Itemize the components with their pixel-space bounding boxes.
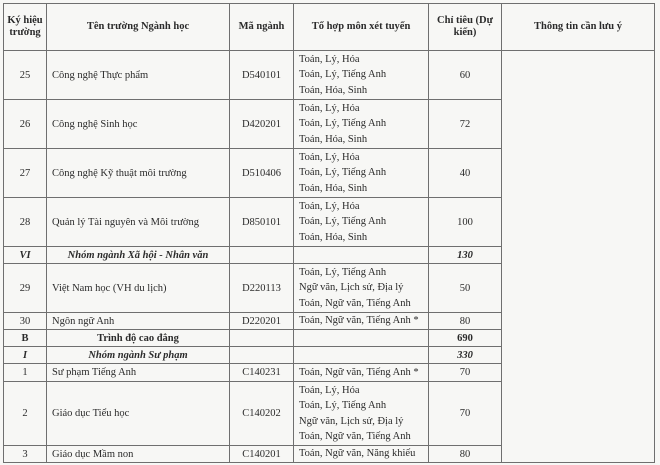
header-name: Tên trường Ngành học (47, 4, 230, 51)
combo-line: Toán, Lý, Hóa (299, 151, 360, 163)
admissions-table (3, 3, 655, 463)
combo-line: Ngữ văn, Lịch sử, Địa lý (299, 282, 404, 294)
row-code-empty (230, 347, 294, 364)
row-combos (294, 364, 429, 382)
combo-line: Toán, Lý, Hóa (299, 53, 360, 65)
combo-line: Ngữ văn, Lịch sử, Địa lý (299, 415, 404, 427)
combo-line: Toán, Hóa, Sinh (299, 84, 368, 96)
row-quota: 70 (429, 382, 502, 446)
row-name: Nhóm ngành Sư phạm (47, 347, 230, 364)
row-quota: 40 (429, 149, 502, 198)
row-combo-empty (294, 330, 429, 347)
row-name: Quản lý Tài nguyên và Môi trường (47, 198, 230, 247)
row-stt: I (4, 347, 47, 364)
row-quota: 50 (429, 264, 502, 313)
row-code: D420201 (230, 100, 294, 149)
combo-line: Toán, Ngữ văn, Năng khiếu (299, 448, 416, 460)
header-code: Mã ngành (230, 4, 294, 51)
combo-line: Toán, Lý, Hóa (299, 102, 360, 114)
row-name: Nhóm ngành Xã hội - Nhân văn (47, 247, 230, 264)
combo-line: Toán, Lý, Tiếng Anh (299, 400, 387, 411)
row-combos (294, 149, 429, 198)
row-quota: 80 (429, 313, 502, 330)
row-combos (294, 446, 429, 463)
row-combos (294, 264, 429, 313)
row-quota: 60 (429, 51, 502, 100)
row-stt: 27 (4, 149, 47, 198)
combo-line: Toán, Lý, Hóa (299, 384, 360, 396)
row-combos (294, 100, 429, 149)
row-code: D510406 (230, 149, 294, 198)
row-stt: 25 (4, 51, 47, 100)
row-quota: 72 (429, 100, 502, 149)
row-code-empty (230, 330, 294, 347)
header-notes: Thông tin cần lưu ý (502, 4, 655, 51)
row-name: Trình độ cao đẳng (47, 330, 230, 347)
header-combo: Tổ hợp môn xét tuyển (294, 4, 429, 51)
row-combo-empty (294, 347, 429, 364)
combo-line: Toán, Ngữ văn, Tiếng Anh * (299, 366, 419, 378)
combo-line: Toán, Lý, Tiếng Anh (299, 216, 387, 228)
combo-line: Toán, Lý, Hóa (299, 200, 360, 212)
row-code: C140231 (230, 364, 294, 382)
row-combos (294, 313, 429, 330)
row-quota: 100 (429, 198, 502, 247)
row-combos (294, 198, 429, 247)
row-code: D850101 (230, 198, 294, 247)
row-code: C140201 (230, 446, 294, 463)
table-header-row (4, 4, 655, 51)
row-code: D220201 (230, 313, 294, 330)
row-code: D220113 (230, 264, 294, 313)
row-code-empty (230, 247, 294, 264)
header-stt: Ký hiệu trường (4, 4, 47, 51)
row-code: C140202 (230, 382, 294, 446)
row-quota: 330 (429, 347, 502, 364)
row-code: D540101 (230, 51, 294, 100)
row-combos (294, 51, 429, 100)
combo-line: Toán, Hóa, Sinh (299, 231, 368, 243)
combo-line: Toán, Lý, Tiếng Anh (299, 69, 387, 81)
row-stt: VI (4, 247, 47, 264)
row-name: Sư phạm Tiếng Anh (47, 364, 230, 382)
row-stt: B (4, 330, 47, 347)
row-name: Việt Nam học (VH du lịch) (47, 264, 230, 313)
row-quota: 130 (429, 247, 502, 264)
row-name: Giáo dục Tiểu học (47, 382, 230, 446)
row-name: Ngôn ngữ Anh (47, 313, 230, 330)
row-stt: 26 (4, 100, 47, 149)
row-stt: 2 (4, 382, 47, 446)
combo-line: Toán, Hóa, Sinh (299, 133, 368, 145)
combo-line: Toán, Lý, Tiếng Anh (299, 266, 387, 278)
row-quota: 70 (429, 364, 502, 382)
table-row (4, 51, 655, 100)
row-stt: 30 (4, 313, 47, 330)
row-name: Công nghệ Thực phẩm (47, 51, 230, 100)
row-combo-empty (294, 247, 429, 264)
combo-line: Toán, Ngữ văn, Tiếng Anh (299, 431, 411, 442)
combo-line: Toán, Lý, Tiếng Anh (299, 167, 387, 179)
row-stt: 29 (4, 264, 47, 313)
row-name: Công nghệ Kỹ thuật môi trường (47, 149, 230, 198)
row-quota: 80 (429, 446, 502, 463)
row-combos (294, 382, 429, 446)
combo-line: Toán, Lý, Tiếng Anh (299, 118, 387, 130)
header-quota: Chỉ tiêu (Dự kiến) (429, 4, 502, 51)
row-stt: 28 (4, 198, 47, 247)
row-name: Công nghệ Sinh học (47, 100, 230, 149)
combo-line: Toán, Hóa, Sinh (299, 182, 368, 194)
row-quota: 690 (429, 330, 502, 347)
combo-line: Toán, Ngữ văn, Tiếng Anh (299, 297, 411, 309)
row-name: Giáo dục Mầm non (47, 446, 230, 463)
row-stt: 1 (4, 364, 47, 382)
combo-line: Toán, Ngữ văn, Tiếng Anh * (299, 315, 419, 327)
notes-column (502, 51, 655, 463)
row-stt: 3 (4, 446, 47, 463)
